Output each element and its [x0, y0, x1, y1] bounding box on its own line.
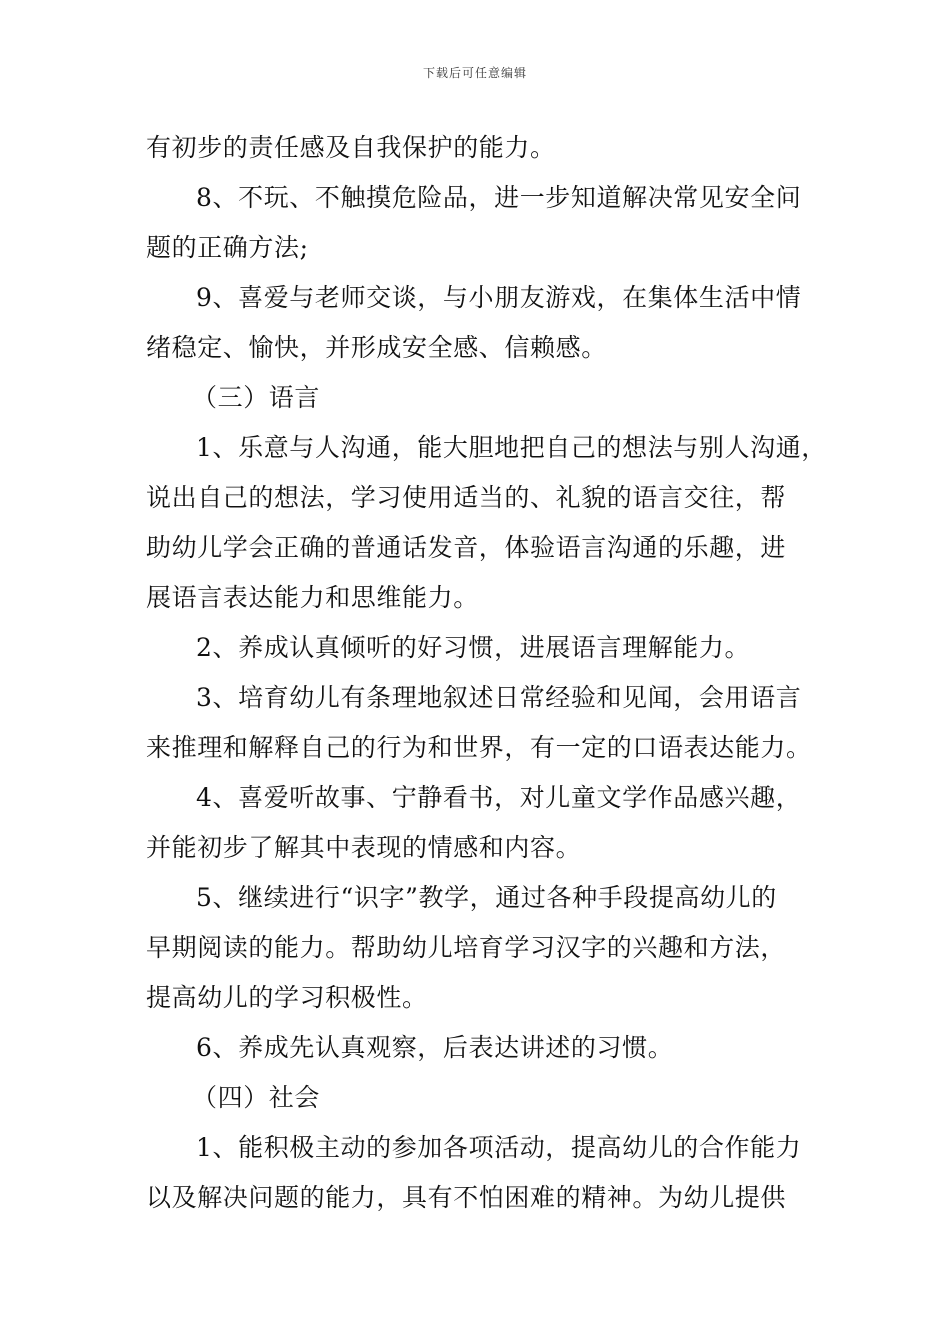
text-line: 6、养成先认真观察，后表达讲述的习惯。	[196, 1033, 674, 1062]
text-line: 提高幼儿的学习积极性。	[146, 983, 428, 1012]
text-line: 绪稳定、愉快，并形成安全感、信赖感。	[146, 333, 607, 362]
text-line: 题的正确方法;	[146, 233, 309, 262]
page-header: 下载后可任意编辑	[422, 66, 527, 80]
section-heading-language: （三）语言	[192, 383, 321, 412]
document-body	[146, 123, 827, 1223]
text-line: 说出自己的想法，学习使用适当的、礼貌的语言交往，帮	[146, 483, 787, 512]
text-line: 1、能积极主动的参加各项活动，提高幼儿的合作能力	[196, 1133, 802, 1162]
text-line: 4、喜爱听故事、宁静看书，对儿童文学作品感兴趣，	[196, 783, 802, 812]
text-line: 3、培育幼儿有条理地叙述日常经验和见闻，会用语言	[196, 683, 802, 712]
text-line: 5、继续进行“识字”教学，通过各种手段提高幼儿的	[196, 883, 777, 912]
text-line: 9、喜爱与老师交谈，与小朋友游戏，在集体生活中情	[196, 283, 802, 312]
text-line: 以及解决问题的能力，具有不怕困难的精神。为幼儿提供	[146, 1183, 787, 1212]
text-line: 1、乐意与人沟通，能大胆地把自己的想法与别人沟通，	[196, 433, 827, 462]
text-line: 2、养成认真倾听的好习惯，进展语言理解能力。	[196, 633, 751, 662]
text-line: 有初步的责任感及自我保护的能力。	[146, 133, 556, 162]
text-line: 并能初步了解其中表现的情感和内容。	[146, 833, 582, 862]
text-line: 来推理和解释自己的行为和世界，有一定的口语表达能力。	[146, 733, 812, 762]
section-heading-society: （四）社会	[192, 1083, 321, 1112]
text-line: 助幼儿学会正确的普通话发音，体验语言沟通的乐趣，进	[146, 533, 787, 562]
text-line: 展语言表达能力和思维能力。	[146, 583, 479, 612]
text-line: 早期阅读的能力。帮助幼儿培育学习汉字的兴趣和方法，	[146, 933, 787, 962]
text-line: 8、不玩、不触摸危险品，进一步知道解决常见安全问	[196, 183, 802, 212]
